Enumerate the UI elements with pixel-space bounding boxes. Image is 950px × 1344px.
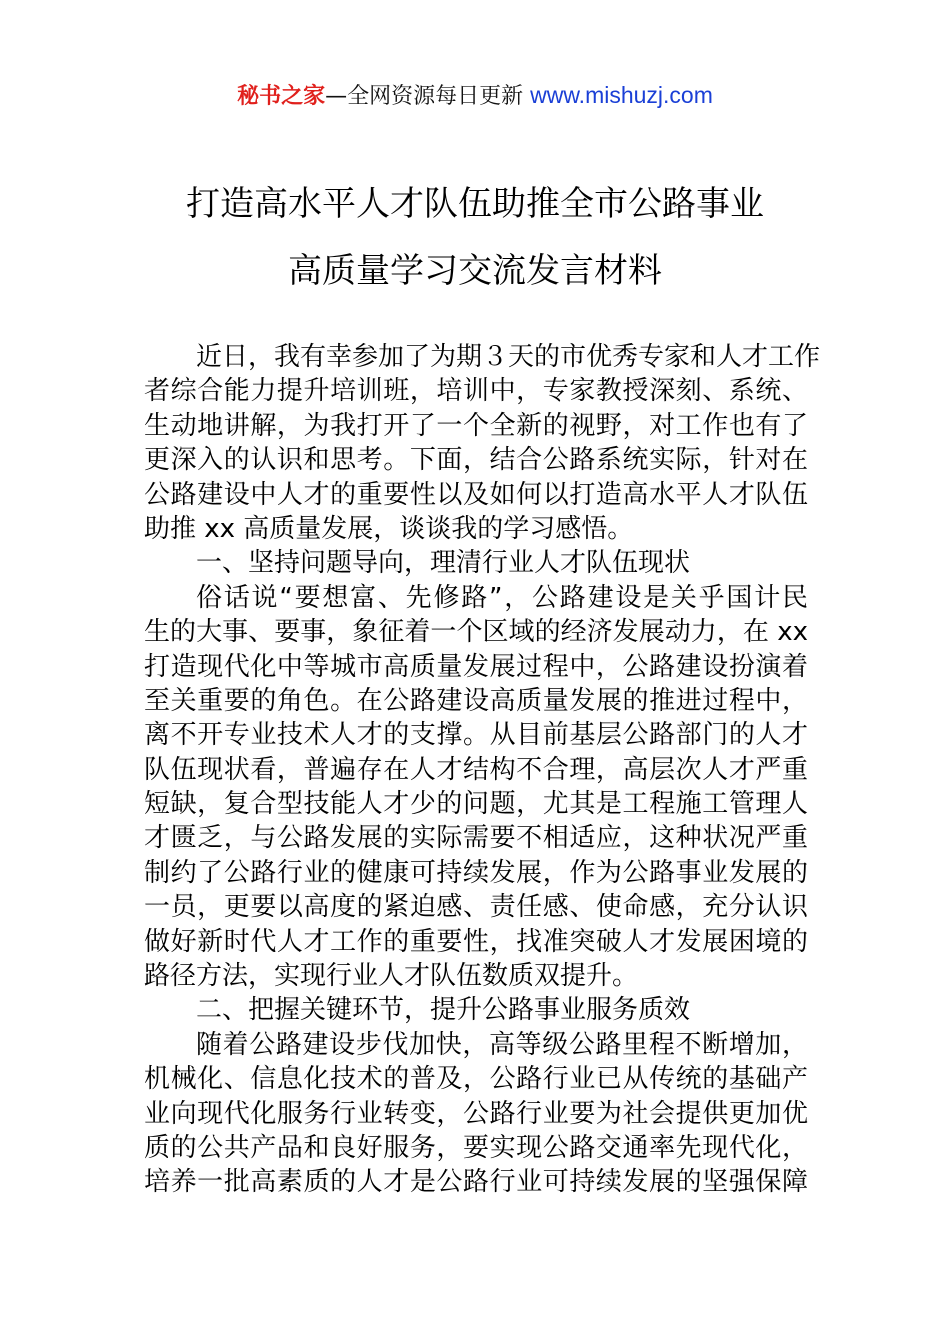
paragraph-line: 制约了公路行业的健康可持续发展，作为公路事业发展的 bbox=[144, 857, 808, 888]
paragraph-line: 生动地讲解，为我打开了一个全新的视野，对工作也有了 bbox=[144, 410, 808, 441]
document-body bbox=[144, 340, 821, 1200]
paragraph-line: 路径方法，实现行业人才队伍数质双提升。 bbox=[144, 961, 639, 992]
paragraph-line: 队伍现状看，普遍存在人才结构不合理，高层次人才严重 bbox=[144, 754, 808, 785]
paragraph-line: 培养一批高素质的人才是公路行业可持续发展的坚强保障 bbox=[144, 1167, 808, 1198]
paragraph-line: 一员，更要以高度的紧迫感、责任感、使命感，充分认识 bbox=[144, 892, 808, 923]
paragraph-line: 业向现代化服务行业转变，公路行业要为社会提供更加优 bbox=[144, 1098, 808, 1129]
paragraph-line: 至关重要的角色。在公路建设高质量发展的推进过程中， bbox=[144, 685, 808, 716]
paragraph-line: 公路建设中人才的重要性以及如何以打造高水平人才队伍 bbox=[144, 479, 808, 510]
section-heading-1: 一、坚持问题导向，理清行业人才队伍现状 bbox=[196, 548, 691, 579]
site-url-link[interactable]: www.mishuzj.com bbox=[530, 82, 713, 108]
paragraph-line: 打造现代化中等城市高质量发展过程中，公路建设扮演着 bbox=[144, 651, 808, 682]
site-brand: 秘书之家 bbox=[237, 84, 326, 109]
paragraph-line: 机械化、信息化技术的普及，公路行业已从传统的基础产 bbox=[144, 1064, 808, 1095]
paragraph-line: 俗话说“要想富、先修路”，公路建设是关乎国计民 bbox=[196, 582, 808, 613]
paragraph-line: 者综合能力提升培训班，培训中，专家教授深刻、系统、 bbox=[144, 376, 808, 407]
section-heading-2: 二、把握关键环节，提升公路事业服务质效 bbox=[196, 995, 691, 1026]
paragraph-line: 做好新时代人才工作的重要性，找准突破人才发展困境的 bbox=[144, 926, 808, 957]
document-title-line-1: 打造高水平人才队伍助推全市公路事业 bbox=[186, 184, 764, 224]
document-title-line-2: 高质量学习交流发言材料 bbox=[288, 251, 662, 291]
paragraph-line: 更深入的认识和思考。下面，结合公路系统实际，针对在 bbox=[144, 445, 808, 476]
paragraph-line: 助推 xx 高质量发展，谈谈我的学习感悟。 bbox=[144, 513, 634, 544]
paragraph-line: 生的大事、要事，象征着一个区域的经济发展动力，在 xx bbox=[144, 617, 808, 648]
paragraph-line: 才匮乏，与公路发展的实际需要不相适应，这种状况严重 bbox=[144, 823, 808, 854]
site-tagline: —全网资源每日更新 bbox=[325, 84, 531, 109]
paragraph-line: 质的公共产品和良好服务，要实现公路交通率先现代化， bbox=[144, 1132, 808, 1163]
paragraph-line: 近日，我有幸参加了为期３天的市优秀专家和人才工作 bbox=[196, 342, 821, 372]
paragraph-line: 短缺，复合型技能人才少的问题，尤其是工程施工管理人 bbox=[144, 789, 808, 820]
paragraph-line: 随着公路建设步伐加快，高等级公路里程不断增加， bbox=[196, 1029, 808, 1060]
paragraph-line: 离不开专业技术人才的支撑。从目前基层公路部门的人才 bbox=[144, 720, 808, 751]
site-header bbox=[0, 80, 950, 112]
